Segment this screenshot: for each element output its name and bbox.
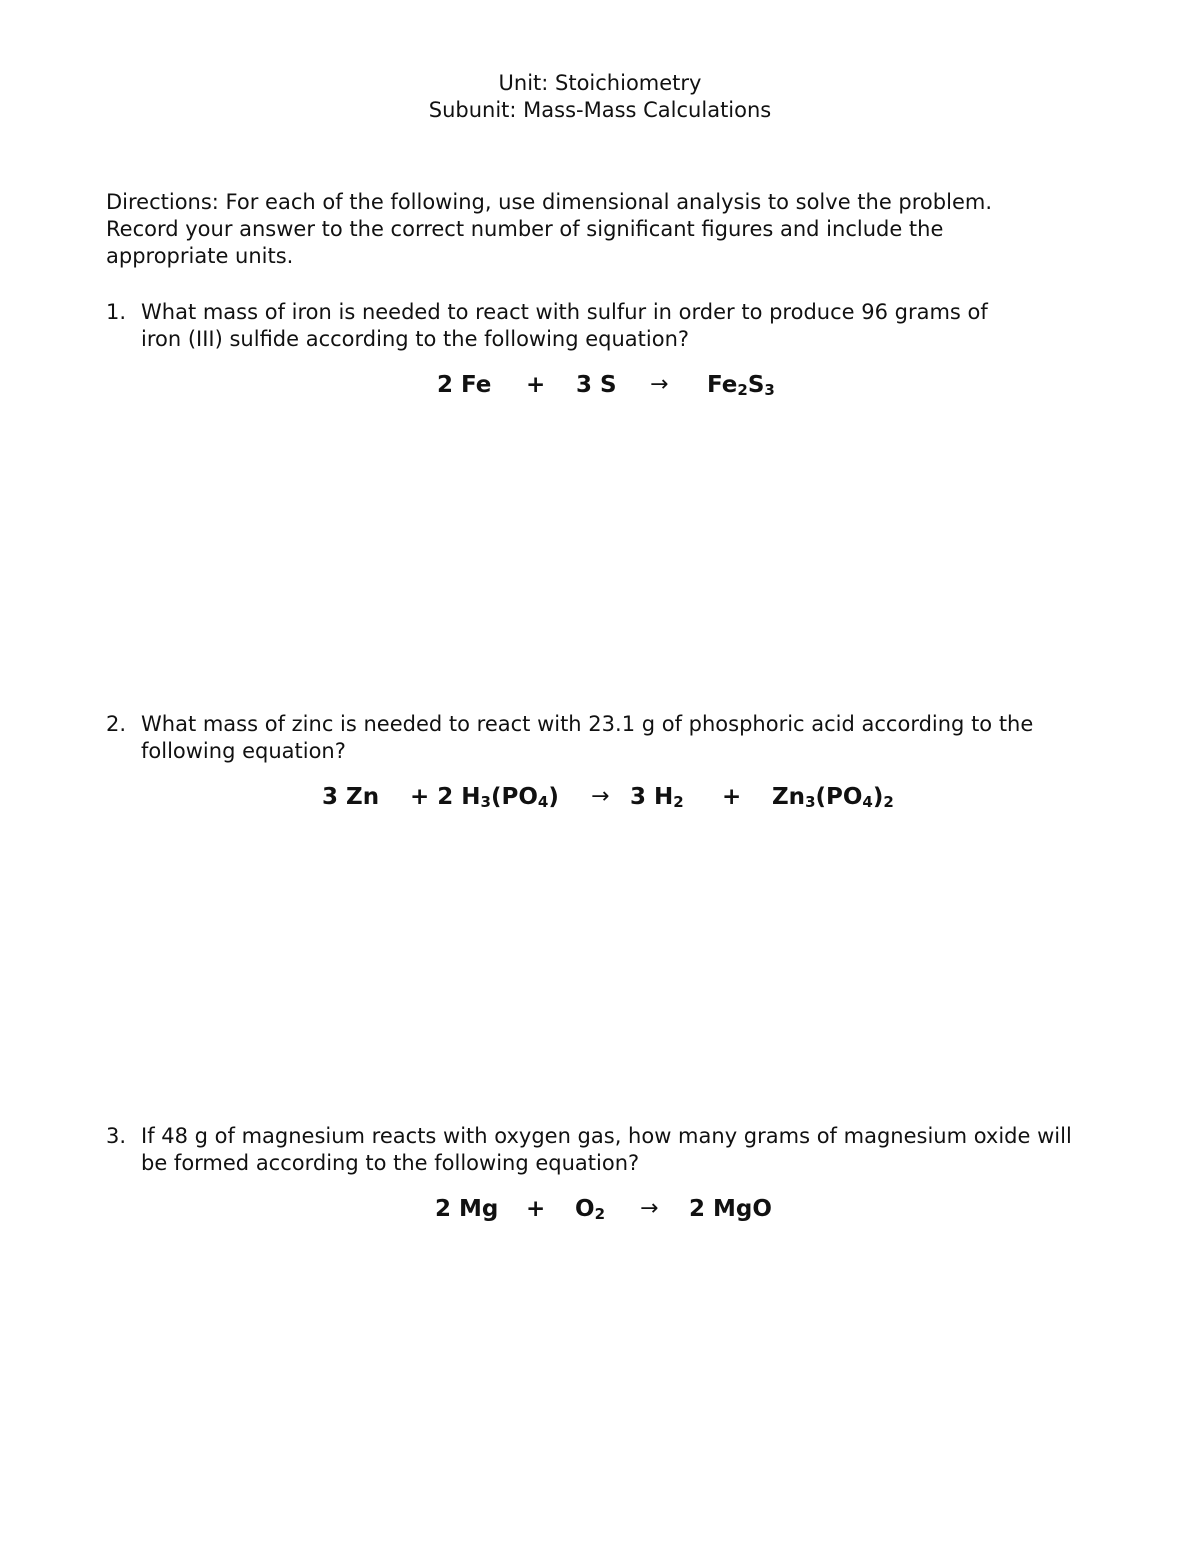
product-h2: 3 $H_2$ — [630, 784, 684, 811]
question-text-line-1: If 48 g of magnesium reacts with oxygen gas, how many grams of magnesium oxide will — [141, 1124, 1072, 1148]
reaction-arrow: → — [591, 784, 610, 809]
reactant-h3po4: + 2 $H_3(PO_4)$ — [410, 784, 559, 811]
plus-sign: + — [526, 372, 546, 398]
question-1 — [106, 299, 1096, 353]
product-fe2s3: $Fe_2S_3$ — [707, 372, 775, 399]
question-text-line-2: be formed according to the following equation? — [141, 1151, 640, 1175]
subunit-title: Subunit: Mass-Mass Calculations — [428, 98, 772, 122]
reaction-arrow: → — [650, 372, 669, 397]
reactant-zn: 3 Zn — [322, 784, 380, 810]
question-text-line-1: What mass of zinc is needed to react with 23.1 g of phosphoric acid according to the — [141, 712, 1034, 736]
directions-block — [106, 189, 1106, 270]
product-mgo: 2 MgO — [689, 1196, 772, 1222]
question-number: 2. — [106, 712, 127, 736]
reactant-fe: 2 Fe — [437, 372, 492, 398]
equation-1 — [0, 372, 1200, 404]
product-zn3po42: $Zn_3(PO_4)_2$ — [772, 784, 894, 811]
plus-sign: + — [526, 1196, 546, 1222]
reaction-arrow: → — [640, 1196, 659, 1221]
question-number: 3. — [106, 1124, 127, 1148]
question-text-line-2: iron (III) sulfide according to the following equation? — [141, 327, 690, 351]
reactant-mg: 2 Mg — [435, 1196, 499, 1222]
equation-3 — [0, 1196, 1200, 1228]
directions-line-3: appropriate units. — [106, 244, 294, 268]
question-2 — [106, 711, 1096, 765]
worksheet-header — [0, 70, 1200, 124]
reactant-o2: $O_2$ — [575, 1196, 605, 1223]
unit-title: Unit: Stoichiometry — [498, 71, 702, 95]
question-text-line-1: What mass of iron is needed to react with sulfur in order to produce 96 grams of — [141, 300, 988, 324]
directions-line-2: Record your answer to the correct number of significant figures and include the — [106, 217, 944, 241]
question-number: 1. — [106, 300, 127, 324]
directions-line-1: Directions: For each of the following, use dimensional analysis to solve the problem. — [106, 190, 992, 214]
plus-sign: + — [722, 784, 742, 810]
equation-2 — [0, 784, 1200, 816]
question-3 — [106, 1123, 1096, 1177]
reactant-s: 3 S — [576, 372, 617, 398]
question-text-line-2: following equation? — [141, 739, 346, 763]
